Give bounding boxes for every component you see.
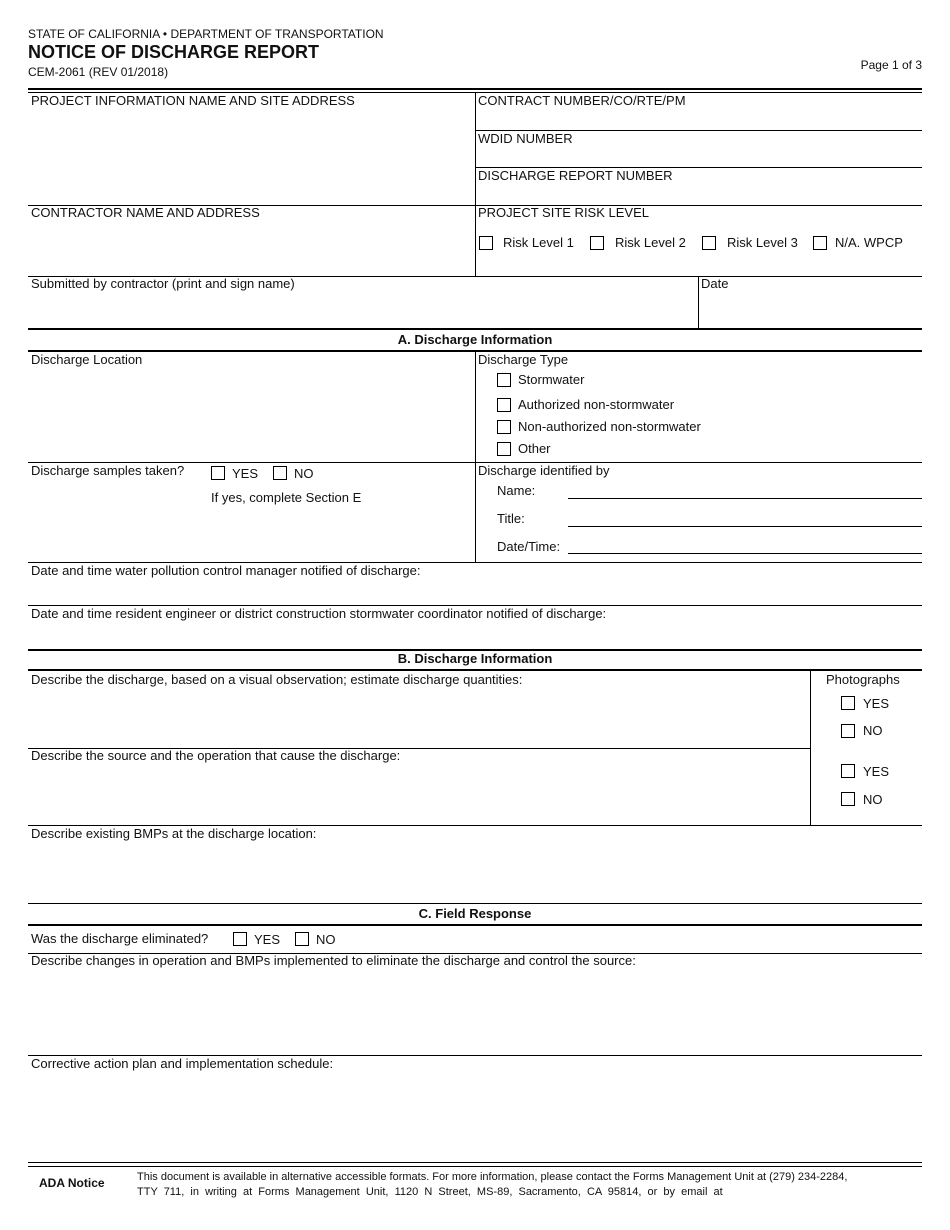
risk-level-3-label: Risk Level 3: [727, 235, 798, 250]
ada-notice-line-2: TTY 711, in writing at Forms Management Unit, 1120 N Street, MS-89, Sacramento, CA 95814, or by email at: [137, 1186, 723, 1198]
wdid-number-label: WDID NUMBER: [478, 131, 573, 146]
date-time-label: Date/Time:: [497, 539, 561, 554]
title-field[interactable]: [568, 526, 922, 527]
divider: [698, 276, 699, 328]
discharge-report-number-label: DISCHARGE REPORT NUMBER: [478, 168, 673, 183]
complete-section-e-note: If yes, complete Section E: [211, 490, 362, 505]
samples-taken-label: Discharge samples taken?: [31, 463, 185, 478]
describe-source-label: Describe the source and the operation that cause the discharge:: [31, 748, 401, 763]
section-b-title: B. Discharge Information: [397, 651, 553, 666]
eliminated-yes-label: YES: [254, 932, 281, 947]
na-wpcp-label: N/A. WPCP: [835, 235, 903, 250]
risk-level-2-checkbox[interactable]: [590, 236, 604, 250]
ada-notice-label: ADA Notice: [39, 1176, 105, 1190]
rule: [28, 924, 922, 926]
ada-notice-line-1: This document is available in alternative accessible formats. For more information, please contact the Forms Management Unit at (279) 234-2284,: [137, 1171, 848, 1183]
wpcm-notified-label: Date and time water pollution control manager notified of discharge:: [31, 563, 421, 578]
divider: [475, 92, 476, 276]
title-label: Title:: [497, 511, 525, 526]
existing-bmps-label: Describe existing BMPs at the discharge location:: [31, 826, 317, 841]
eliminated-no-checkbox[interactable]: [295, 932, 309, 946]
photographs-2-no-checkbox[interactable]: [841, 792, 855, 806]
rule: [28, 903, 922, 904]
name-field[interactable]: [568, 498, 922, 499]
divider: [475, 351, 476, 562]
section-c-title: C. Field Response: [418, 906, 532, 921]
page-number: Page 1 of 3: [860, 58, 922, 72]
divider: [810, 671, 811, 825]
discharge-location-label: Discharge Location: [31, 352, 143, 367]
non-authorized-non-stormwater-checkbox[interactable]: [497, 420, 511, 434]
risk-level-label: PROJECT SITE RISK LEVEL: [478, 205, 649, 220]
photographs-1-yes-label: YES: [863, 696, 890, 711]
samples-no-label: NO: [294, 466, 314, 481]
authorized-non-stormwater-label: Authorized non-stormwater: [518, 397, 675, 412]
samples-yes-checkbox[interactable]: [211, 466, 225, 480]
date-label: Date: [701, 276, 729, 291]
corrective-action-label: Corrective action plan and implementation schedule:: [31, 1056, 334, 1071]
identified-by-label: Discharge identified by: [478, 463, 610, 478]
other-checkbox[interactable]: [497, 442, 511, 456]
rule: [28, 1162, 922, 1163]
photographs-1-no-label: NO: [863, 723, 883, 738]
discharge-type-label: Discharge Type: [478, 352, 569, 367]
other-label: Other: [518, 441, 551, 456]
samples-yes-label: YES: [232, 466, 259, 481]
stormwater-label: Stormwater: [518, 372, 585, 387]
authorized-non-stormwater-checkbox[interactable]: [497, 398, 511, 412]
photographs-2-no-label: NO: [863, 792, 883, 807]
photographs-1-no-checkbox[interactable]: [841, 724, 855, 738]
stormwater-checkbox[interactable]: [497, 373, 511, 387]
describe-changes-label: Describe changes in operation and BMPs implemented to eliminate the discharge and control the source:: [31, 953, 636, 968]
rule: [28, 669, 922, 671]
na-wpcp-checkbox[interactable]: [813, 236, 827, 250]
eliminated-yes-checkbox[interactable]: [233, 932, 247, 946]
eliminated-label: Was the discharge eliminated?: [31, 931, 209, 946]
section-a-title: A. Discharge Information: [397, 332, 553, 347]
agency-line: STATE OF CALIFORNIA • DEPARTMENT OF TRANSPORTATION: [28, 27, 384, 41]
photographs-2-yes-checkbox[interactable]: [841, 764, 855, 778]
re-notified-label: Date and time resident engineer or district construction stormwater coordinator notified of discharge:: [31, 606, 607, 621]
photographs-label: Photographs: [826, 672, 900, 687]
eliminated-no-label: NO: [316, 932, 336, 947]
photographs-2-yes-label: YES: [863, 764, 890, 779]
non-authorized-non-stormwater-label: Non-authorized non-stormwater: [518, 419, 701, 434]
project-info-label: PROJECT INFORMATION NAME AND SITE ADDRESS: [31, 93, 355, 108]
samples-no-checkbox[interactable]: [273, 466, 287, 480]
contract-number-label: CONTRACT NUMBER/CO/RTE/PM: [478, 93, 686, 108]
name-label: Name:: [497, 483, 536, 498]
risk-level-3-checkbox[interactable]: [702, 236, 716, 250]
rule: [28, 88, 922, 90]
risk-level-1-checkbox[interactable]: [479, 236, 493, 250]
form-id: CEM-2061 (REV 01/2018): [28, 65, 169, 79]
describe-discharge-label: Describe the discharge, based on a visual observation; estimate discharge quantities:: [31, 672, 523, 687]
photographs-1-yes-checkbox[interactable]: [841, 696, 855, 710]
form-title: NOTICE OF DISCHARGE REPORT: [28, 42, 320, 62]
risk-level-1-label: Risk Level 1: [503, 235, 574, 250]
contractor-name-label: CONTRACTOR NAME AND ADDRESS: [31, 205, 260, 220]
date-time-field[interactable]: [568, 553, 922, 554]
rule: [28, 1166, 922, 1167]
rule: [28, 328, 922, 330]
risk-level-2-label: Risk Level 2: [615, 235, 686, 250]
submitted-by-label: Submitted by contractor (print and sign name): [31, 276, 295, 291]
